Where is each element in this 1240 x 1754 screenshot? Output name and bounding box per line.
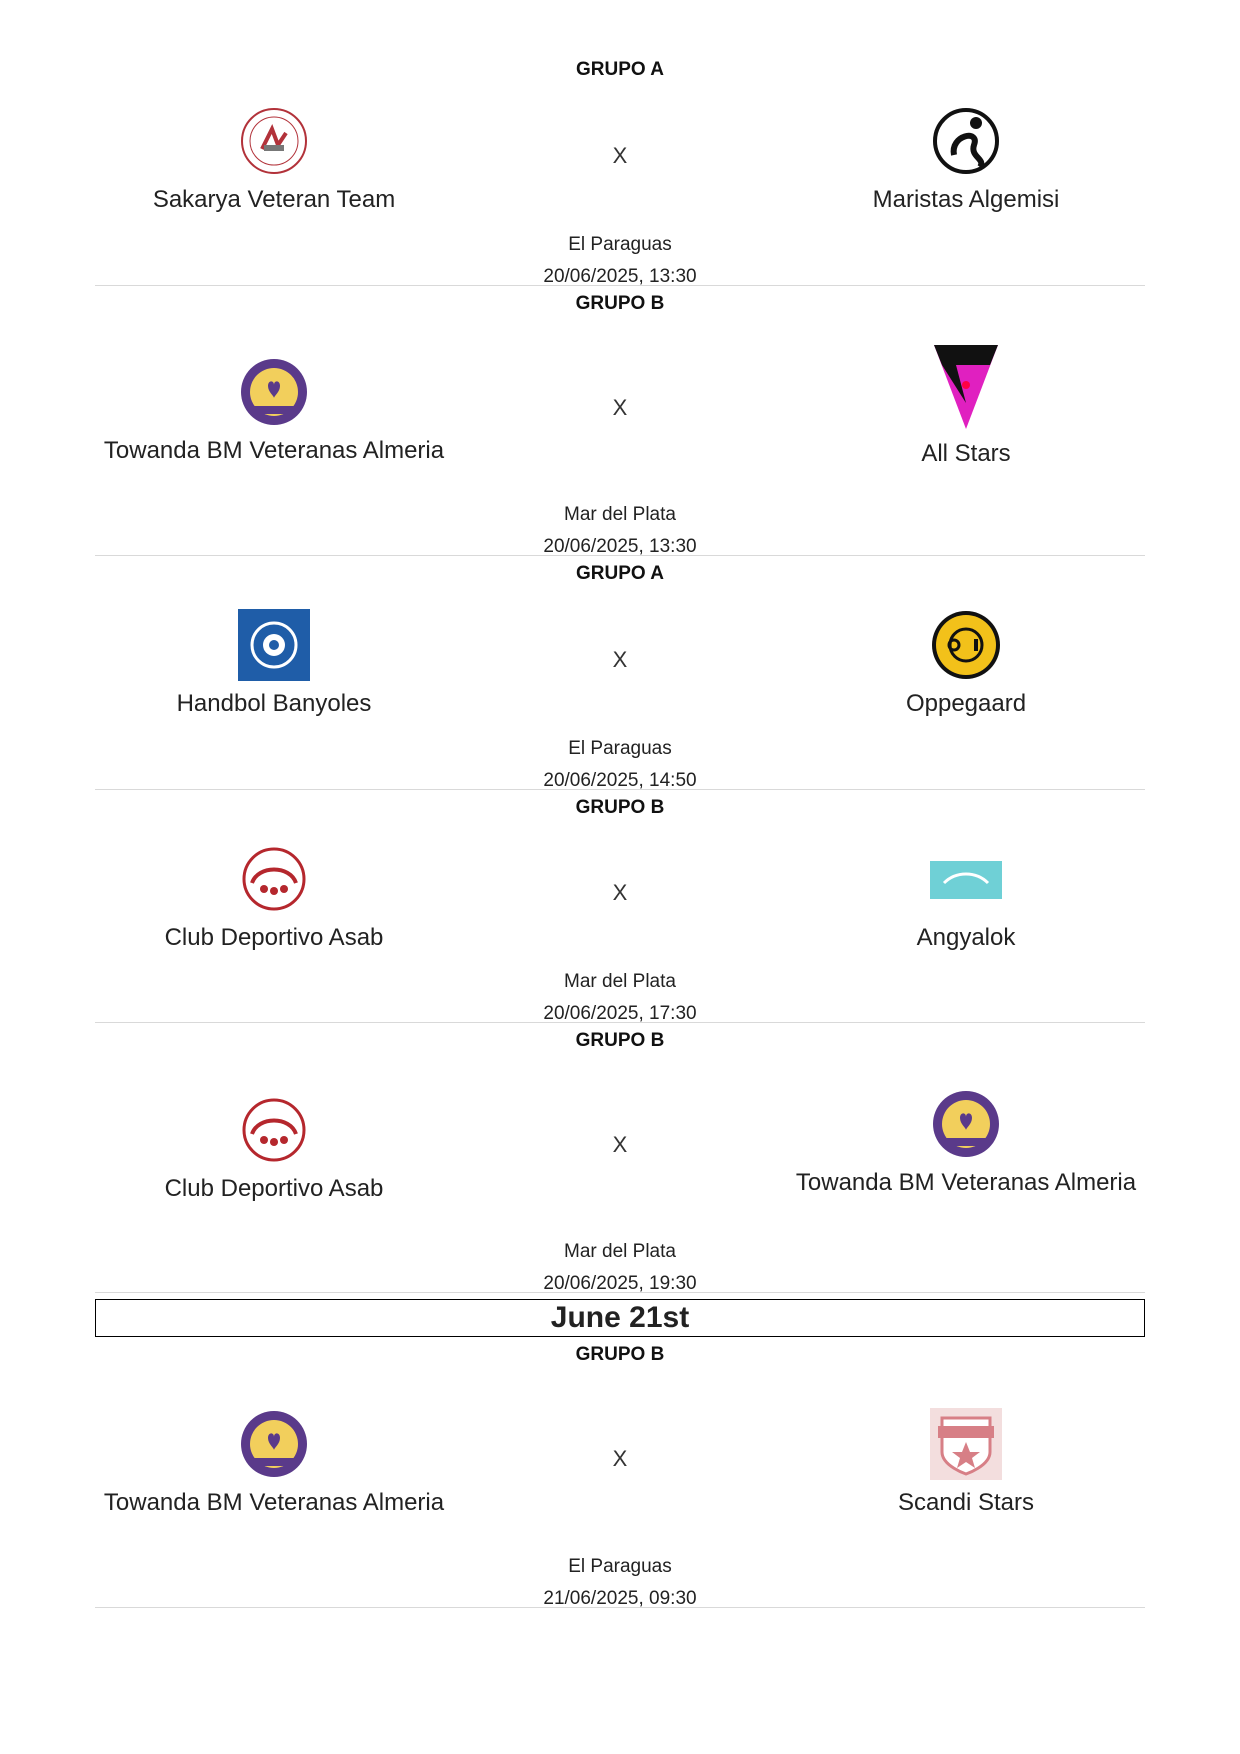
group-label: GRUPO B (575, 293, 665, 314)
away-team-name: Angyalok (916, 923, 1016, 951)
away-team (787, 831, 1145, 956)
towanda-logo-icon (930, 1088, 1002, 1160)
match-card (95, 790, 1145, 1023)
away-team (787, 343, 1145, 472)
match-card (95, 556, 1145, 790)
home-team-name: Towanda BM Veteranas Almeria (103, 1488, 445, 1516)
vs-label: X (612, 880, 628, 905)
match-card (95, 1023, 1145, 1293)
home-team (95, 93, 453, 218)
angyalok-logo-icon (930, 843, 1002, 915)
group-label: GRUPO B (575, 1030, 665, 1051)
sakarya-logo-icon (238, 105, 310, 177)
home-team (95, 346, 453, 469)
group-label: GRUPO A (576, 563, 664, 584)
away-team-name: Towanda BM Veteranas Almeria (795, 1169, 1137, 1196)
away-team (787, 597, 1145, 722)
maristas-logo-icon (930, 105, 1002, 177)
venue: El Paraguas (568, 1556, 672, 1577)
towanda-logo-icon (238, 356, 310, 428)
vs-label: X (612, 1131, 628, 1157)
vs-label: X (612, 394, 628, 420)
vs-label: X (612, 1446, 628, 1471)
group-label: GRUPO B (575, 797, 665, 818)
towanda-logo-icon (238, 1408, 310, 1480)
match-datetime: 20/06/2025, 13:30 (543, 266, 697, 287)
home-team (95, 1082, 453, 1207)
match-datetime: 20/06/2025, 13:30 (543, 536, 697, 557)
home-team-name: Club Deportivo Asab (164, 923, 384, 951)
scandistars-logo-icon (930, 1408, 1002, 1480)
allstars-logo-icon (930, 343, 1002, 431)
match-row (95, 1367, 1145, 1551)
match-row (95, 820, 1145, 966)
home-team (95, 1398, 453, 1521)
match-card (95, 1337, 1145, 1608)
venue: El Paraguas (568, 234, 672, 255)
match-datetime: 20/06/2025, 14:50 (543, 770, 697, 791)
venue: Mar del Plata (564, 1241, 676, 1262)
fixtures-page (95, 52, 1145, 1608)
group-label: GRUPO A (576, 59, 664, 80)
vs-label: X (612, 646, 628, 672)
venue: Mar del Plata (564, 971, 676, 992)
match-row (95, 586, 1145, 733)
home-team-name: Handbol Banyoles (176, 690, 372, 717)
match-row (95, 82, 1145, 229)
match-datetime: 20/06/2025, 17:30 (543, 1003, 697, 1024)
venue: El Paraguas (568, 738, 672, 759)
away-team-name: Maristas Algemisi (872, 186, 1060, 213)
home-team-name: Sakarya Veteran Team (152, 186, 396, 213)
away-team-name: Scandi Stars (897, 1488, 1035, 1516)
day-header: June 21st (95, 1299, 1145, 1337)
asab-logo-icon (238, 843, 310, 915)
away-team (787, 93, 1145, 218)
home-team-name: Towanda BM Veteranas Almeria (103, 437, 445, 464)
group-label: GRUPO B (575, 1344, 665, 1365)
home-team-name: Club Deportivo Asab (164, 1175, 384, 1202)
match-card (95, 52, 1145, 286)
vs-label: X (612, 142, 628, 168)
away-team-name: Oppegaard (905, 690, 1027, 717)
oppegaard-logo-icon (930, 609, 1002, 681)
away-team (787, 1088, 1145, 1201)
match-row (95, 1053, 1145, 1236)
banyoles-logo-icon (238, 609, 310, 681)
venue: Mar del Plata (564, 504, 676, 525)
match-datetime: 21/06/2025, 09:30 (543, 1588, 697, 1609)
away-team (787, 1398, 1145, 1521)
match-datetime: 20/06/2025, 19:30 (543, 1273, 697, 1294)
away-team-name: All Stars (921, 440, 1011, 467)
asab-logo-icon (238, 1094, 310, 1166)
match-card (95, 286, 1145, 556)
match-row (95, 316, 1145, 499)
home-team (95, 597, 453, 722)
home-team (95, 831, 453, 956)
